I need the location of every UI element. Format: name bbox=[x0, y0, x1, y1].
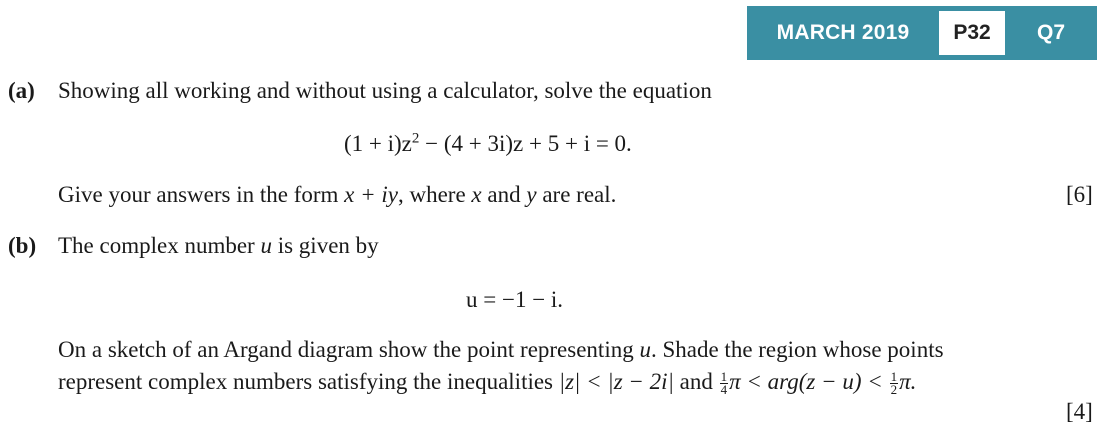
line1-prefix: On a sketch of an Argand diagram show the point representing bbox=[58, 337, 640, 362]
form-and: and bbox=[481, 182, 527, 207]
line1-suffix: . Shade the region whose points bbox=[650, 337, 944, 362]
line2-prefix: represent complex numbers satisfying the inequalities bbox=[58, 369, 559, 394]
part-a-equation bbox=[344, 130, 632, 158]
line1-variable: u bbox=[639, 337, 651, 362]
form-var-y: y bbox=[526, 182, 537, 207]
fraction-1-denominator: 4 bbox=[720, 382, 728, 398]
form-middle: , where bbox=[397, 182, 472, 207]
intro-prefix: The complex number bbox=[58, 233, 261, 258]
equation-right: − (4 + 3i)z + 5 + i = 0. bbox=[419, 131, 632, 156]
part-b-label: (b) bbox=[8, 233, 37, 258]
form-var-x: x bbox=[471, 182, 482, 207]
inequality-modulus: |z| < |z − 2i| bbox=[558, 369, 674, 394]
inequality-end: π. bbox=[899, 369, 917, 394]
equation-exponent: 2 bbox=[411, 130, 420, 147]
exam-paper: P32 bbox=[939, 11, 1005, 55]
fraction-1-numerator: 1 bbox=[720, 369, 728, 385]
part-a-label: (a) bbox=[8, 78, 35, 103]
exam-question-number: Q7 bbox=[1036, 21, 1065, 44]
fraction-2-denominator: 2 bbox=[890, 382, 898, 398]
intro-variable: u bbox=[260, 233, 272, 258]
part-a-marks: [6] bbox=[1066, 182, 1093, 207]
part-b-intro bbox=[58, 232, 379, 260]
fraction-one-quarter bbox=[720, 371, 729, 396]
form-expression: x + iy bbox=[344, 182, 398, 207]
form-suffix: are real. bbox=[536, 182, 617, 207]
equation-left: (1 + i)z bbox=[344, 131, 412, 156]
part-a-instruction: Showing all working and without using a calculator, solve the equation bbox=[58, 78, 712, 103]
inequality-argument: π < arg(z − u) < bbox=[729, 369, 889, 394]
part-a-form-instruction bbox=[58, 181, 616, 209]
exam-reference-tag bbox=[747, 6, 1097, 60]
part-b-marks: [4] bbox=[1066, 399, 1093, 424]
part-b-line-2 bbox=[58, 368, 916, 396]
line2-and: and bbox=[673, 369, 719, 394]
part-b-equation: u = −1 − i. bbox=[466, 287, 564, 312]
part-b-line-1 bbox=[58, 336, 944, 364]
fraction-one-half bbox=[890, 371, 899, 396]
exam-session: MARCH 2019 bbox=[776, 21, 910, 44]
form-prefix: Give your answers in the form bbox=[58, 182, 345, 207]
fraction-2-numerator: 1 bbox=[890, 369, 898, 385]
intro-suffix: is given by bbox=[271, 233, 379, 258]
